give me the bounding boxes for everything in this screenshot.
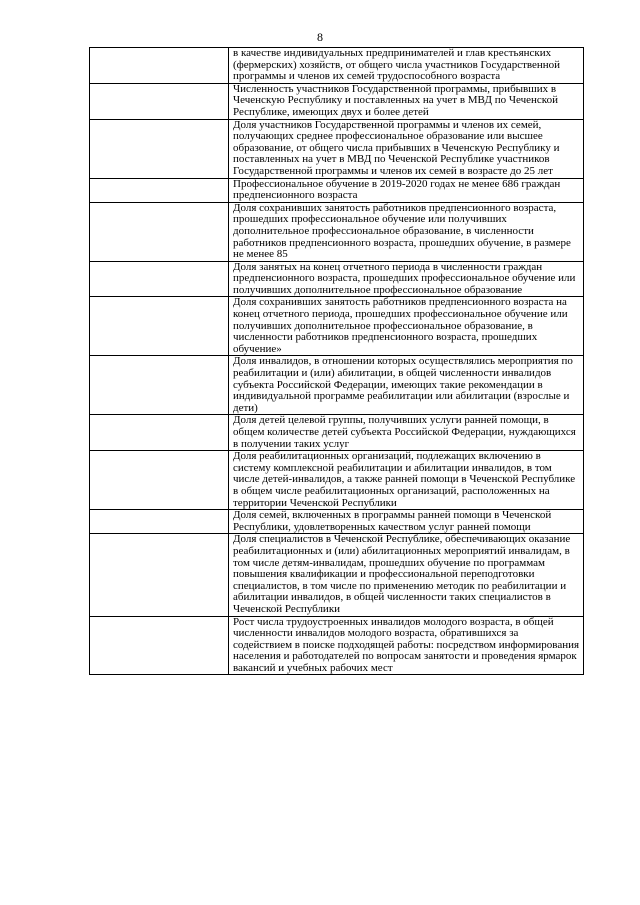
table-cell-indicator: Профессиональное обучение в 2019-2020 годах не менее 686 граждан предпенсионного возраста	[229, 178, 584, 202]
table-cell-indicator: Доля сохранивших занятость работников предпенсионного возраста, прошедших профессиональное обучение или получивших дополнительное профессиональное образование, в численности работников предпенсионного возраста, прошедших обучение, в размере не менее 85	[229, 202, 584, 261]
table-cell-indicator: Доля детей целевой группы, получивших услуги ранней помощи, в общем количестве детей субъекта Российской Федерации, нуждающихся в получении таких услуг	[229, 415, 584, 451]
table-cell-left	[90, 534, 229, 616]
table-row	[90, 48, 584, 84]
table-cell-left	[90, 415, 229, 451]
page-number: 8	[317, 30, 323, 44]
table-cell-left	[90, 261, 229, 297]
table-row	[90, 415, 584, 451]
table-cell-left	[90, 451, 229, 510]
table-row	[90, 178, 584, 202]
table-cell-left	[90, 616, 229, 675]
table-row	[90, 261, 584, 297]
table-cell-indicator: Доля реабилитационных организаций, подлежащих включению в систему комплексной реабилитации и абилитации инвалидов, в том числе детей-инвалидов, а также ранней помощи в Чеченской Республике в общем числе реабилитационных организаций, расположенных на территории Чеченской Республики	[229, 451, 584, 510]
table-cell-left	[90, 178, 229, 202]
table-row	[90, 616, 584, 675]
table-cell-left	[90, 510, 229, 534]
table-row	[90, 510, 584, 534]
table-row	[90, 202, 584, 261]
indicators-table	[89, 47, 584, 675]
table-cell-indicator: в качестве индивидуальных предпринимателей и глав крестьянских (фермерских) хозяйств, от общего числа участников Государственной программы и членов их семей трудоспособного возраста	[229, 48, 584, 84]
table-row	[90, 356, 584, 415]
table-row	[90, 534, 584, 616]
table-cell-indicator: Доля участников Государственной программы и членов их семей, получающих среднее профессиональное образование или высшее образование, от общего числа прибывших в Чеченскую Республику и поставленных на учет в МВД по Чеченской Республике участников Государственной программы и членов их семей в возрасте до 25 лет	[229, 119, 584, 178]
table-cell-indicator: Доля семей, включенных в программы ранней помощи в Чеченской Республики, удовлетворенных качеством услуг ранней помощи	[229, 510, 584, 534]
table-row	[90, 297, 584, 356]
table-cell-indicator: Доля занятых на конец отчетного периода в численности граждан предпенсионного возраста, прошедших профессиональное обучение или получивших дополнительное профессиональное образование	[229, 261, 584, 297]
table-row	[90, 451, 584, 510]
table-cell-left	[90, 48, 229, 84]
table-cell-left	[90, 202, 229, 261]
table-cell-indicator: Доля сохранивших занятость работников предпенсионного возраста на конец отчетного периода, прошедших профессиональное обучение или получивших дополнительное профессиональное образование, в численности работников предпенсионного возраста, прошедших обучение»	[229, 297, 584, 356]
table-cell-indicator: Доля инвалидов, в отношении которых осуществлялись мероприятия по реабилитации и (или) абилитации, в общей численности инвалидов субъекта Российской Федерации, имеющих такие рекомендации в индивидуальной программе реабилитации или абилитации (взрослые и дети)	[229, 356, 584, 415]
table-cell-indicator: Численность участников Государственной программы, прибывших в Чеченскую Республику и поставленных на учет в МВД по Чеченской Республике, имеющих двух и более детей	[229, 83, 584, 119]
table-cell-left	[90, 356, 229, 415]
table-cell-left	[90, 297, 229, 356]
table-cell-indicator: Доля специалистов в Чеченской Республике, обеспечивающих оказание реабилитационных и (или) абилитационных мероприятий инвалидам, в том числе детям-инвалидам, прошедших обучение по программам повышения квалификации и профессиональной переподготовки специалистов, в том числе по применению методик по реабилитации и абилитации инвалидов, в общей численности таких специалистов в Чеченской Республики	[229, 534, 584, 616]
table-cell-left	[90, 83, 229, 119]
table-cell-indicator: Рост числа трудоустроенных инвалидов молодого возраста, в общей численности инвалидов молодого возраста, обратившихся за содействием в поиске подходящей работы: посредством информирования населения и работодателей по вопросам занятости и проведения ярмарок вакансий и учебных рабочих мест	[229, 616, 584, 675]
table-row	[90, 119, 584, 178]
table-cell-left	[90, 119, 229, 178]
table-row	[90, 83, 584, 119]
